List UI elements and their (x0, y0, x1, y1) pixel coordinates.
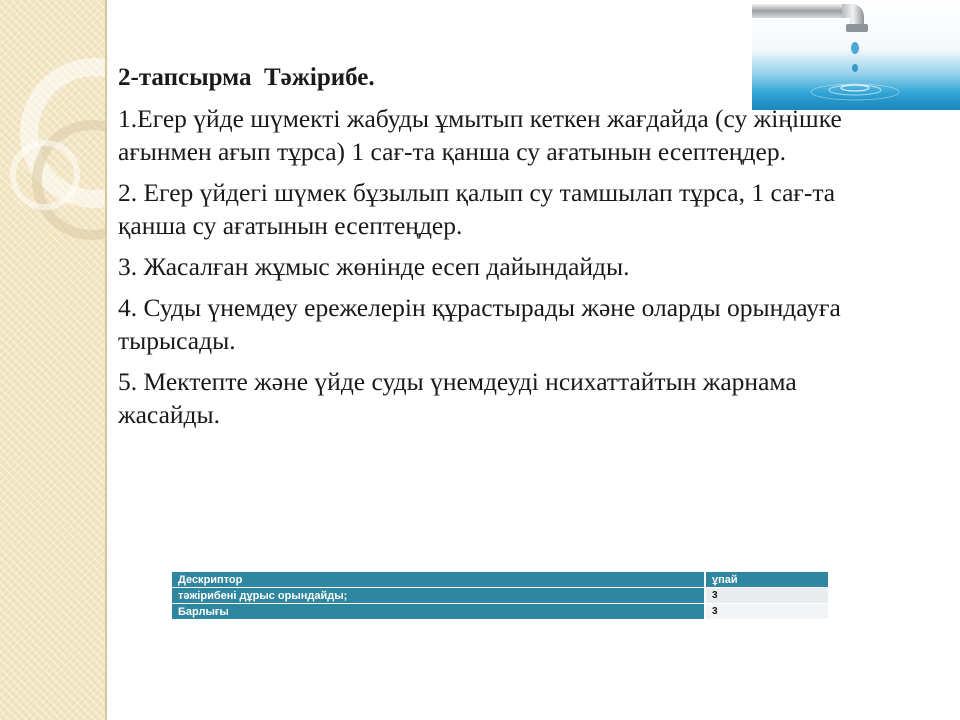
score-table (172, 572, 828, 620)
task-item-1: 1.Егер үйде шүмекті жабуды ұмытып кеткен жағдайда (су жіңішке ағынмен ағып тұрса) 1 сағ-та қанша су ағатынын есептеңдер. (118, 104, 842, 166)
points-header: ұпай (705, 572, 828, 588)
task-item-5: 5. Мектепте және үйде суды үнемдеуді нсихаттайтын жарнама жасайды. (118, 367, 797, 429)
table-row (172, 604, 828, 620)
table-row (172, 588, 828, 604)
table-header-row (172, 572, 828, 588)
descriptor-cell: Барлығы (172, 604, 705, 620)
points-cell: 3 (705, 604, 828, 620)
task-item-3: 3. Жасалған жұмыс жөнінде есеп дайындайды. (118, 252, 630, 281)
descriptor-cell: тәжірибені дұрыс орындайды; (172, 588, 705, 604)
task-item-4: 4. Суды үнемдеу ережелерін құрастырады және оларды орындауға тырысады. (118, 293, 841, 355)
task-heading: 2-тапсырма Тәжірибе. (118, 64, 375, 91)
decorative-circle (10, 140, 80, 210)
decorative-left-band (0, 0, 107, 720)
task-content (118, 62, 858, 439)
descriptor-header: Дескриптор (172, 572, 705, 588)
points-cell: 3 (705, 588, 828, 604)
task-item-2: 2. Егер үйдегі шүмек бұзылып қалып су тамшылап тұрса, 1 сағ-та қанша су ағатынын есептеңдер. (118, 178, 836, 240)
